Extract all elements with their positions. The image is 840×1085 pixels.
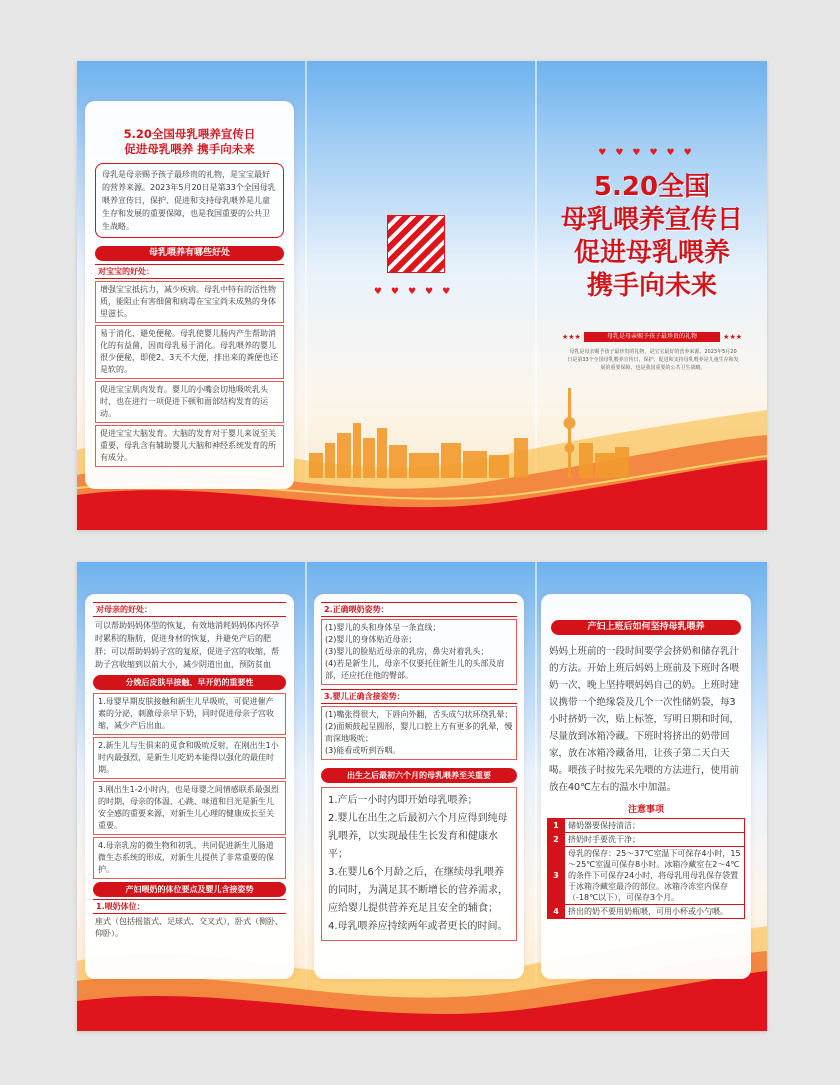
cover-title-line: 5.20全国 (593, 172, 711, 202)
cover-banner (562, 332, 742, 342)
skin-contact-item: 3.刚出生1-2小时内，也是母婴之间情感联系最强烈的时期，母亲的体温、心跳、味道和目光是新生儿安全感的重要来源，对新生儿心理的健康成长至关重要。 (93, 781, 286, 835)
mother-benefits-panel (85, 594, 294, 979)
note-text: 母乳的保存：25～37℃室温下可保存4小时，15～25℃室温可保存8小时。冰箱冷藏室在2～4℃的条件下可保存24小时，将母乳用母乳保存袋置于冰箱冷藏室最冷的部位。冰箱冷冻室内保存（-18℃以下），可保存3个月。 (565, 847, 745, 905)
six-months-item: 1.产后一小时内即开始母乳喂养； (328, 795, 478, 806)
intro-title-line: 促进母乳喂养 携手向未来 (124, 142, 255, 156)
note-row (548, 847, 745, 905)
skin-contact-heading: 分娩后皮肤早接触、早开奶的重要性 (93, 675, 286, 690)
benefit-item: 易于消化，避免便秘。母乳使婴儿肠内产生帮助消化的有益菌，因而母乳易于消化。母乳喂养的婴儿很少便秘，即使2、3天不大便，排出来的粪便也还是软的。 (95, 325, 284, 379)
benefits-heading: 母乳喂养有哪些好处 (95, 246, 284, 261)
cover-title-line: 母乳喂养宣传日 (560, 205, 743, 235)
intro-title-line: 5.20全国母乳喂养宣传日 (123, 127, 256, 141)
note-text: 挤奶时手要洗干净； (565, 833, 745, 847)
cover-banner-text: 母乳是母亲赐予孩子最珍贵的礼物 (584, 332, 720, 342)
cover-title-line: 携手向未来 (586, 271, 717, 301)
brochure-back (77, 562, 767, 1031)
work-feeding-text: 妈妈上班前的一段时间要学会挤奶和储存乳汁的方法。开始上班后妈妈上班前及下班时各喂奶一次，晚上坚持喂妈妈自己的奶。上班时建议携带一个绝缘袋及几个一次性储奶袋，每3小时挤奶一次，贴上标签，写明日期和时间，尽量放到冰箱冷藏。下班时将挤出的奶带回家，放在冰箱冷藏备用，让孩子第二天白天喝。喂孩子时按先采先喂的方法进行，使用前放在40℃左右的温水中加温。 (549, 646, 740, 793)
note-number: 3 (548, 847, 565, 905)
posture-heading: 2.正确喂奶姿势： (321, 602, 517, 617)
cover-title (537, 171, 767, 303)
intro-title (85, 127, 294, 157)
feeding-position-subheading: 1.喂奶体位： (93, 899, 286, 914)
note-number: 1 (548, 819, 565, 833)
city-skyline (309, 383, 629, 478)
work-feeding-heading: 产妇上班后如何坚持母乳喂养 (551, 620, 741, 635)
feeding-posture-panel (314, 594, 524, 979)
feeding-position-text: 座式（包括摇篮式、足球式、交叉式），卧式（侧卧、仰卧）。 (95, 917, 283, 938)
notes-table (547, 818, 745, 919)
six-months-item: 4.母乳喂养应持续两年或者更长的时间。 (328, 921, 508, 932)
cover-title-line: 促进母乳喂养 (573, 238, 730, 268)
star-icon: ★★★ (562, 333, 581, 341)
notes-title: 注意事项 (627, 805, 664, 815)
benefit-item: 促进宝宝肌肉发育。婴儿的小嘴会切地吸吮乳头时，也在进行一项促进下顿和面部结构发育的运动。 (95, 381, 284, 423)
latch-list (321, 706, 517, 760)
note-text: 储奶器要保持清洁； (565, 819, 745, 833)
six-months-list (321, 787, 517, 941)
six-months-item: 2.婴儿在出生之后最初六个月应得到纯母乳喂养，以实现最佳生长发育和健康水平； (328, 813, 508, 860)
posture-item: (3)婴儿的脸贴近母亲的乳房，鼻尖对着乳头； (325, 647, 489, 656)
note-number: 4 (548, 905, 565, 919)
latch-item: (3)能看或听到吞咽。 (325, 746, 401, 755)
skin-contact-item: 2.新生儿与生俱来的觅食和吸吮反射，在刚出生1小时内最强烈，是新生儿吃奶本能得以强化的最佳时期。 (93, 737, 286, 779)
mother-benefits-text: 可以帮助妈妈体型的恢复，有效地消耗妈妈体内怀孕时累积的脂肪，促进身材的恢复，并避免产后的肥胖；可以帮助妈妈子宫的复原，促进子宫的收缩，帮助子宫收缩到以前大小，减少阴道出血，预防贫血 (95, 621, 279, 669)
brochure-front (77, 61, 767, 530)
benefit-item: 增强宝宝抵抗力，减少疾病。母乳中特有的活性物质，能阻止有害细菌和病毒在宝宝尚未成熟的身体里滋长。 (95, 281, 284, 323)
posture-list (321, 619, 517, 685)
posture-item: (1)婴儿的头和身体呈一条直线； (325, 623, 441, 632)
stripe-logo (388, 216, 444, 272)
latch-item: (1)嘴张得很大，下唇向外翻，舌头成勺状环绕乳晕； (325, 710, 513, 719)
note-row (548, 819, 745, 833)
heart-row: ♥♥♥♥♥ (373, 287, 460, 297)
posture-item: (4)若是新生儿，母亲不仅要托住新生儿的头部及肩部，还应托住他的臀部。 (325, 659, 505, 680)
posture-item: (2)婴儿的身体贴近母亲； (325, 635, 417, 644)
benefit-item: 促进宝宝大脑发育。大脑的发育对于婴儿来说至关重要，母乳含有辅助婴儿大脑和神经系统发育的所有成分。 (95, 425, 284, 467)
note-row (548, 905, 745, 919)
mother-benefits-heading: 对母亲的好处： (93, 602, 286, 617)
note-row (548, 833, 745, 847)
work-feeding-panel (541, 594, 751, 979)
note-text: 挤出的奶不要用奶瓶喂，可用小杯或小勺喂。 (565, 905, 745, 919)
feeding-position-heading: 产妇喂奶的体位要点及婴儿含接姿势 (93, 882, 286, 897)
skin-contact-item: 4.母亲乳房的微生物和初乳，共同促进新生儿肠道微生态系统的形成，对新生儿提供了非常重要的保护。 (93, 837, 286, 879)
latch-item: (2)面颊鼓起呈圆形，婴儿口腔上方有更多的乳晕，慢而深地吸吮； (325, 722, 513, 743)
baby-benefits-heading: 对宝宝的好处： (95, 264, 284, 279)
intro-box (95, 163, 284, 238)
note-number: 2 (548, 833, 565, 847)
intro-panel (85, 101, 294, 489)
six-months-heading: 出生之后最初六个月的母乳喂养至关重要 (321, 768, 517, 783)
cover-small-text: 母乳是母亲赐予孩子最珍贵的礼物，是宝宝最好的营养来源。2023年5月20日是第33个全国母乳喂养宣传日，保护、促进和支持母乳喂养是儿童生存和发展的重要保障，也是我国重要的公共卫生战略。 (567, 349, 739, 371)
six-months-item: 3.在婴儿6个月龄之后，在继续母乳喂养的同时，为满足其不断增长的营养需求，应给婴儿提供营养充足且安全的辅食； (328, 867, 508, 914)
latch-heading: 3.婴儿正确含接姿势： (321, 689, 517, 704)
skin-contact-item: 1.母婴早期皮肤接触和新生儿早吸吮，可促进催产素的分泌，刺激母亲早下奶，同时促进母亲子宫收缩，减少产后出血。 (93, 693, 286, 735)
intro-text: 母乳是母亲赐予孩子最珍贵的礼物，是宝宝最好的营养来源。2023年5月20日是第33个全国母乳喂养宣传日，保护、促进和支持母乳喂养是儿童生存和发展的重要保障，也是我国重要的公共卫生战略。 (102, 170, 276, 231)
heart-row: ♥♥♥♥♥♥ (598, 148, 701, 158)
star-icon: ★★★ (723, 333, 742, 341)
